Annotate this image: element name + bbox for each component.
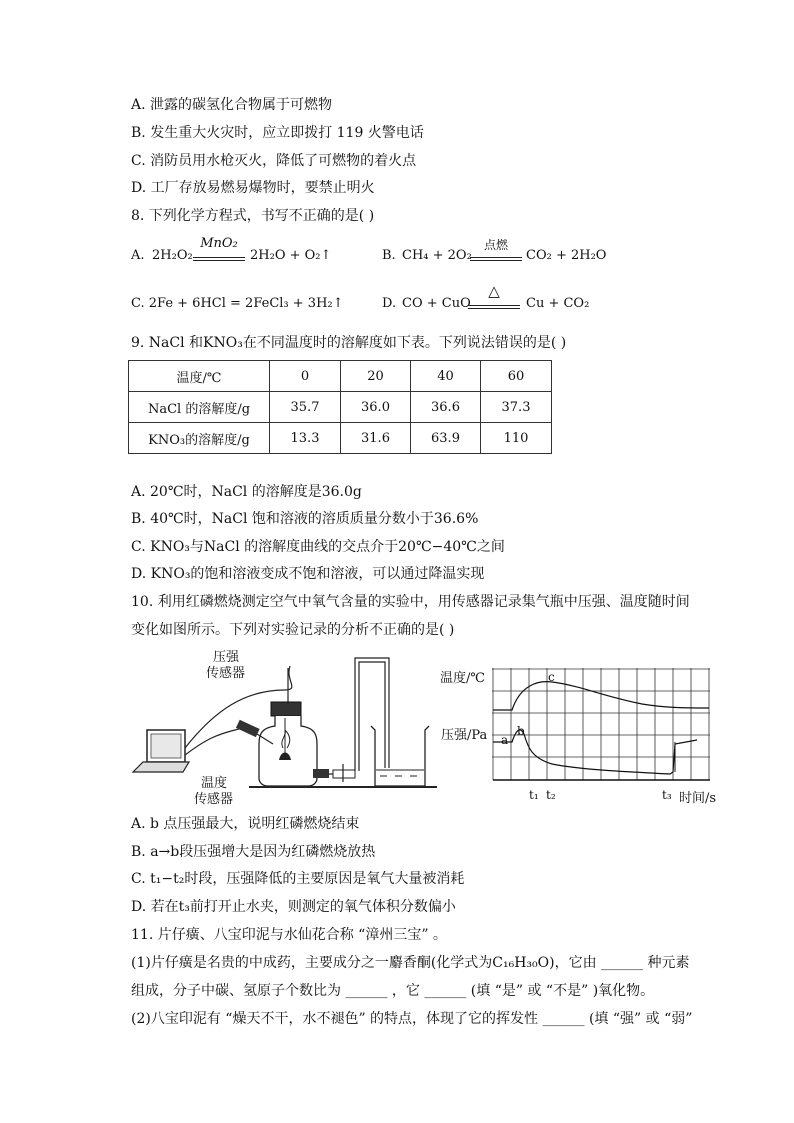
table-header-cell: 温度/℃ [129, 361, 270, 392]
q8-d-reactants: CO + CuO [402, 296, 471, 311]
q7-option-d: D. 工厂存放易燃易爆物时，要禁止明火 [131, 180, 375, 196]
q10-stem-line2: 变化如图所示。下列对实验记录的分析不正确的是( ) [131, 622, 455, 638]
sensor-graph [492, 668, 712, 782]
time-axis-label: 时间/s [679, 791, 717, 806]
t1-label: t₁ [529, 788, 539, 802]
point-b-label: b [517, 724, 525, 738]
q11-stem: 11. 片仔癀、八宝印泥与水仙花合称 “漳州三宝” 。 [131, 927, 447, 943]
q8-a-eq-line-bottom [193, 260, 245, 261]
q8-b-label: B. [382, 248, 396, 263]
q8-d-condition: △ [488, 282, 500, 300]
t3-label: t₃ [662, 788, 672, 802]
q10-stem-line1: 10. 利用红磷燃烧测定空气中氧气含量的实验中，用传感器记录集气瓶中压强、温度随时间 [131, 594, 690, 610]
table-cell: KNO₃的溶解度/g [129, 423, 270, 454]
table-row [129, 392, 552, 423]
q11-part1-line1: (1)片仔癀是名贵的中成药，主要成分之一麝香酮(化学式为C₁₆H₃₀O)，它由 ______ 种元素 [131, 955, 690, 971]
apparatus-figure [125, 640, 465, 810]
q10-option-d: D. 若在t₃前打开止水夹，则测定的氧气体积分数偏小 [131, 899, 456, 915]
pressure-sensor-label-2: 传感器 [206, 666, 246, 681]
q8-option-c: C. 2Fe + 6HCl = 2FeCl₃ + 3H₂↑ [131, 296, 344, 311]
q8-b-products: CO₂ + 2H₂O [526, 248, 607, 263]
point-a-label: a [501, 733, 509, 747]
table-cell: 13.3 [270, 423, 341, 454]
q10-option-a: A. b 点压强最大，说明红磷燃烧结束 [131, 816, 360, 832]
q9-option-b: B. 40℃时，NaCl 饱和溶液的溶质质量分数小于36.6% [131, 511, 479, 527]
table-cell: 110 [481, 423, 552, 454]
gas-collecting-bottle [259, 702, 317, 786]
q7-option-c: C. 消防员用水枪灭火，降低了可燃物的着火点 [131, 153, 417, 169]
table-header-cell: 40 [411, 361, 481, 392]
table-cell: NaCl 的溶解度/g [129, 392, 270, 423]
q9-option-a: A. 20℃时，NaCl 的溶解度是36.0g [131, 484, 362, 500]
temp-axis-label: 温度/℃ [440, 671, 485, 686]
laptop-icon [133, 730, 189, 772]
temp-sensor-label-2: 传感器 [194, 792, 234, 807]
pressure-axis-label: 压强/Pa [441, 728, 488, 743]
q8-a-products: 2H₂O + O₂↑ [250, 248, 332, 263]
q8-b-eq-line-top [470, 257, 522, 258]
q9-option-d: D. KNO₃的饱和溶液变成不饱和溶液，可以通过降温实现 [131, 566, 485, 582]
table-header-cell: 0 [270, 361, 341, 392]
q11-part2-line1: (2)八宝印泥有 “燥天不干，水不褪色” 的特点，体现了它的挥发性 ______ (填 “强” 或 “弱” [131, 1011, 693, 1027]
pressure-sensor-label-1: 压强 [213, 650, 240, 665]
q8-stem: 8. 下列化学方程式，书写不正确的是( ) [131, 208, 375, 224]
q8-b-reactants: CH₄ + 2O₂ [402, 248, 472, 263]
q8-a-reactants: 2H₂O₂ [152, 248, 193, 263]
q8-a-label: A. [131, 248, 145, 263]
table-cell: 35.7 [270, 392, 341, 423]
q8-a-eq-line-top [193, 257, 245, 258]
table-row [129, 423, 552, 454]
q8-d-eq-line-top [468, 305, 520, 306]
table-cell: 36.0 [341, 392, 411, 423]
q8-a-condition: MnO₂ [200, 236, 238, 251]
point-c-label: c [548, 670, 555, 684]
q9-option-c: C. KNO₃与NaCl 的溶解度曲线的交点介于20℃−40℃之间 [131, 539, 505, 555]
q8-d-products: Cu + CO₂ [526, 296, 590, 311]
q7-option-b: B. 发生重大火灾时，应立即拨打 119 火警电话 [131, 125, 424, 141]
q10-option-b: B. a→b段压强增大是因为红磷燃烧放热 [131, 844, 376, 860]
outlet-tube [313, 658, 389, 782]
q10-option-c: C. t₁−t₂时段，压强降低的主要原因是氧气大量被消耗 [131, 871, 465, 887]
table-cell: 63.9 [411, 423, 481, 454]
q11-part1-line2: 组成，分子中碳、氢原子个数比为 ______ ，它 ______ (填 “是” 或 “不是” )氧化物。 [131, 983, 655, 999]
table-cell: 36.6 [411, 392, 481, 423]
table-header-cell: 60 [481, 361, 552, 392]
t2-label: t₂ [546, 788, 556, 802]
table-cell: 31.6 [341, 423, 411, 454]
table-header-row [129, 361, 552, 392]
table-header-cell: 20 [341, 361, 411, 392]
q7-option-a: A. 泄露的碳氢化合物属于可燃物 [131, 97, 333, 113]
temp-sensor-wire [185, 728, 253, 755]
q8-d-eq-line-bottom [468, 308, 520, 309]
solubility-table [128, 360, 552, 454]
q8-d-label: D. [382, 296, 397, 311]
q8-b-eq-line-bottom [470, 260, 522, 261]
q8-b-condition: 点燃 [483, 238, 508, 252]
table-cell: 37.3 [481, 392, 552, 423]
temp-sensor-label-1: 温度 [201, 776, 228, 791]
q9-stem: 9. NaCl 和KNO₃在不同温度时的溶解度如下表。下列说法错误的是( ) [131, 335, 567, 351]
beaker [371, 726, 429, 786]
